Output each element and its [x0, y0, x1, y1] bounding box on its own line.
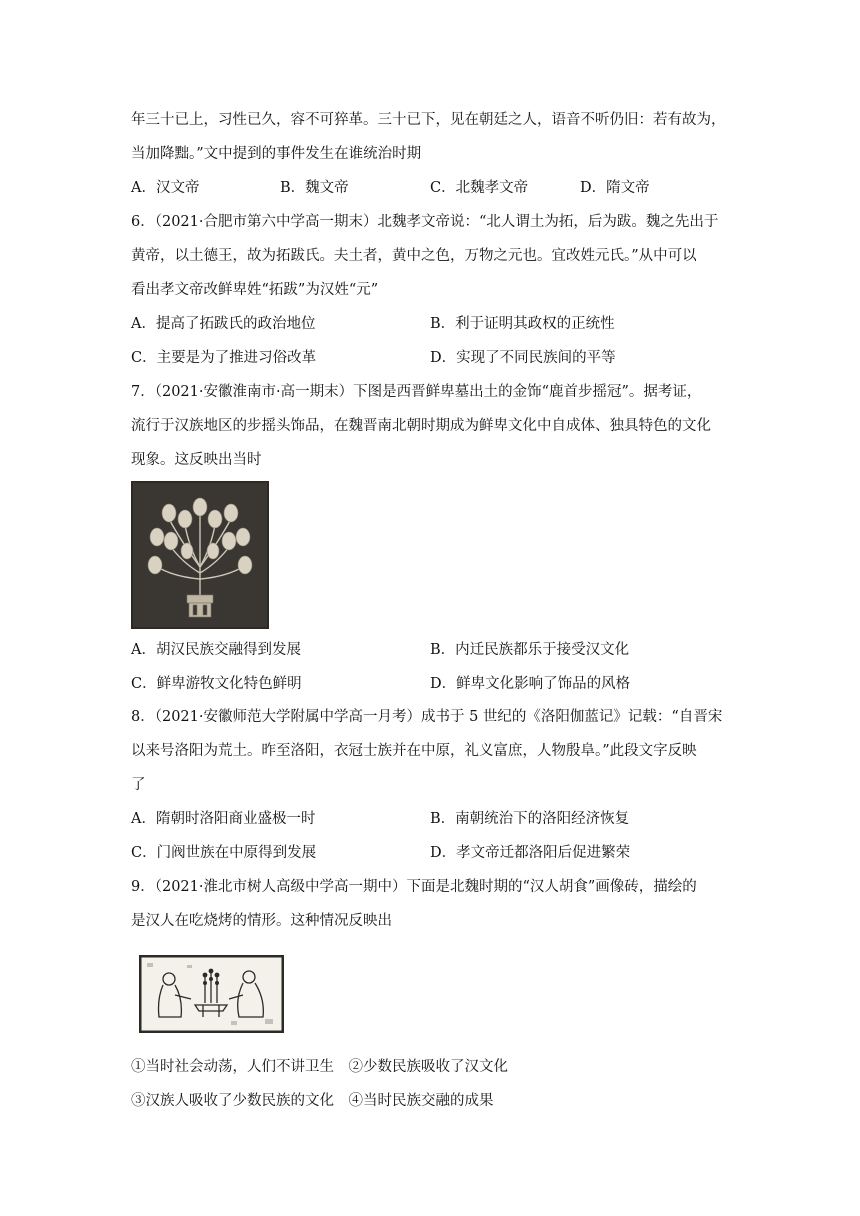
q5-option-a[interactable]: A．汉文帝: [131, 180, 200, 196]
q9-stem-line-1: 9．（2021·淮北市树人高级中学高一期中）下面是北魏时期的“汉人胡食”画像砖，描绘的: [131, 879, 697, 895]
q6-option-c[interactable]: C．主要是为了推进习俗改革: [131, 350, 317, 366]
q6-option-d[interactable]: D．实现了不同民族间的平等: [430, 350, 616, 366]
q7-option-d[interactable]: D．鲜卑文化影响了饰品的风格: [430, 676, 631, 692]
q9-items-line-1: ①当时社会动荡，人们不讲卫生 ②少数民族吸收了汉文化: [131, 1059, 508, 1075]
q7-option-b[interactable]: B．内迁民族都乐于接受汉文化: [430, 642, 630, 658]
q5-option-c[interactable]: C．北魏孝文帝: [430, 180, 529, 196]
brick-painting-image: [139, 955, 284, 1033]
q5-stem-line-2: 当加降黜。”文中提到的事件发生在谁统治时期: [131, 146, 422, 162]
q8-stem-line-2: 以来号洛阳为荒土。昨至洛阳，衣冠士族并在中原，礼义富庶，人物殷阜。”此段文字反映: [131, 743, 697, 759]
q6-stem-line-3: 看出孝文帝改鲜卑姓“拓跋”为汉姓“元”: [131, 282, 379, 298]
q7-stem-line-3: 现象。这反映出当时: [131, 452, 262, 468]
q7-stem-line-1: 7．（2021·安徽淮南市·高一期末）下图是西晋鲜卑墓出土的金饰“鹿首步摇冠”。据考证，: [131, 384, 702, 400]
q8-option-b[interactable]: B．南朝统治下的洛阳经济恢复: [430, 811, 630, 827]
q8-option-d[interactable]: D．孝文帝迁都洛阳后促进繁荣: [430, 845, 631, 861]
q6-option-b[interactable]: B．利于证明其政权的正统性: [430, 316, 615, 332]
q5-option-b[interactable]: B．魏文帝: [280, 180, 349, 196]
q8-option-a[interactable]: A．隋朝时洛阳商业盛极一时: [131, 811, 316, 827]
q5-option-d[interactable]: D．隋文帝: [580, 180, 650, 196]
q5-stem-line-1: 年三十已上，习性已久，容不可猝革。三十已下，见在朝廷之人，语音不听仍旧：若有故为，: [131, 112, 726, 128]
q8-stem-line-1: 8．（2021·安徽师范大学附属中学高一月考）成书于 5 世纪的《洛阳伽蓝记》记载：“自晋宋: [131, 709, 723, 725]
q6-option-a[interactable]: A．提高了拓跋氏的政治地位: [131, 316, 316, 332]
q8-option-c[interactable]: C．门阀世族在中原得到发展: [131, 845, 317, 861]
gold-crown-photo: [131, 481, 269, 629]
q7-option-a[interactable]: A．胡汉民族交融得到发展: [131, 642, 301, 658]
q7-option-c[interactable]: C．鲜卑游牧文化特色鲜明: [131, 676, 302, 692]
q6-stem-line-2: 黄帝，以土德王，故为拓跋氏。夫土者，黄中之色，万物之元也。宜改姓元氏。”从中可以: [131, 248, 697, 264]
q6-stem-line-1: 6．（2021·合肥市第六中学高一期末）北魏孝文帝说：“北人谓土为拓，后为跋。魏之先出于: [131, 214, 719, 230]
q8-stem-line-3: 了: [131, 777, 146, 793]
q9-items-line-2: ③汉族人吸收了少数民族的文化 ④当时民族交融的成果: [131, 1093, 494, 1109]
q9-stem-line-2: 是汉人在吃烧烤的情形。这种情况反映出: [131, 913, 392, 929]
q7-stem-line-2: 流行于汉族地区的步摇头饰品，在魏晋南北朝时期成为鲜卑文化中自成体、独具特色的文化: [131, 418, 711, 434]
